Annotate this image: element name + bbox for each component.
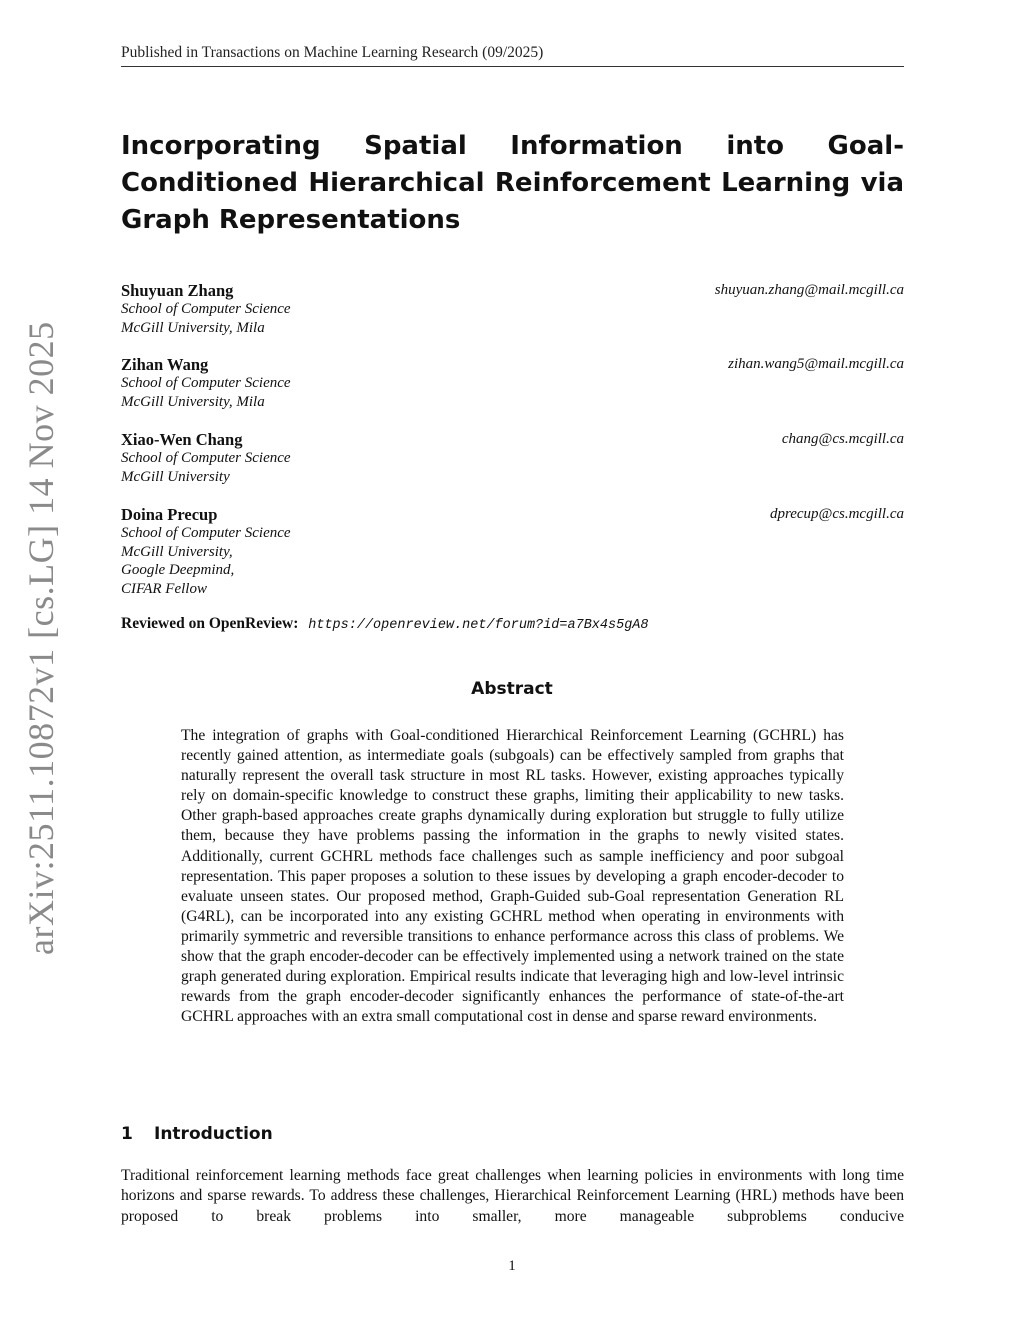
openreview-line	[121, 615, 649, 633]
abstract-heading: Abstract	[471, 679, 553, 699]
author-affiliation: CIFAR Fellow	[121, 580, 207, 597]
journal-header: Published in Transactions on Machine Learning Research (09/2025)	[121, 44, 544, 61]
author-name: Zihan Wang	[121, 355, 209, 374]
author-name: Doina Precup	[121, 505, 218, 524]
author-name: Xiao-Wen Chang	[121, 430, 243, 449]
author-affiliation: School of Computer Science	[121, 450, 291, 466]
openreview-link[interactable]: https://openreview.net/forum?id=a7Bx4s5gA8	[308, 618, 649, 633]
header-rule	[121, 66, 904, 67]
author-affiliation: School of Computer Science	[121, 525, 291, 541]
abstract-text: The integration of graphs with Goal-conditioned Hierarchical Reinforcement Learning (GCHRL) has recently gained attention, as intermediate goals (subgoals) can be effectively sampled from graphs that naturally represent the overall task structure in most RL tasks. However, existing approaches typically rely on domain-specific knowledge to construct these graphs, limiting their applicability to new tasks. Other graph-based approaches create graphs dynamically during exploration but struggle to fully utilize them, because they have problems passing the information in the graphs to newly visited states. Additionally, current GCHRL methods face challenges such as sample inefficiency and poor subgoal representation. This paper proposes a solution to these issues by developing a graph encoder-decoder to evaluate unseen states. Our proposed method, Graph-Guided sub-Goal representation Generation RL (G4RL), can be incorporated into any existing GCHRL method when operating in environments with primarily symmetric and reversible transitions to enhance performance across this class of problems. We show that the graph encoder-decoder can be effectively implemented using a network trained on the state graph generated during exploration. Empirical results indicate that leveraging high and low-level intrinsic rewards from the graph encoder-decoder significantly enhances the performance of state-of-the-art GCHRL approaches with an extra small computational cost in dense and sparse reward environments.	[181, 727, 844, 1026]
openreview-label: Reviewed on OpenReview:	[121, 615, 299, 632]
introduction-text: Traditional reinforcement learning methods face great challenges when learning policies in environments with long time horizons and sparse rewards. To address these challenges, Hierarchical Reinforcement Learning (HRL) methods have been proposed to break problems into smaller, more manageable subproblems conducive	[121, 1167, 904, 1225]
author-email[interactable]: chang@cs.mcgill.ca	[781, 431, 904, 447]
author-affiliation: McGill University, Mila	[121, 393, 265, 410]
author-affiliation: Google Deepmind,	[121, 562, 235, 578]
author-name: Shuyuan Zhang	[121, 281, 234, 300]
section-number: 1	[121, 1124, 133, 1144]
author-affiliation: School of Computer Science	[121, 375, 291, 391]
author-block	[121, 356, 904, 411]
section-heading	[121, 1124, 273, 1144]
author-affiliation: McGill University,	[121, 543, 233, 560]
author-affiliation: McGill University, Mila	[121, 319, 265, 336]
author-block	[121, 431, 904, 486]
author-email[interactable]: zihan.wang5@mail.mcgill.ca	[728, 356, 904, 372]
author-affiliation: McGill University	[121, 468, 230, 485]
page-number: 1	[508, 1258, 516, 1274]
paper-title: Incorporating Spatial Information into Goal-Conditioned Hierarchical Reinforcement Learning via Graph Representations	[121, 131, 904, 235]
arxiv-stamp: arXiv:2511.10872v1 [cs.LG] 14 Nov 2025	[21, 321, 61, 955]
section-title: Introduction	[154, 1124, 273, 1144]
author-email[interactable]: shuyuan.zhang@mail.mcgill.ca	[714, 282, 904, 298]
author-block	[121, 282, 904, 337]
author-block	[121, 506, 904, 598]
author-affiliation: School of Computer Science	[121, 301, 291, 317]
author-email[interactable]: dprecup@cs.mcgill.ca	[769, 506, 904, 522]
